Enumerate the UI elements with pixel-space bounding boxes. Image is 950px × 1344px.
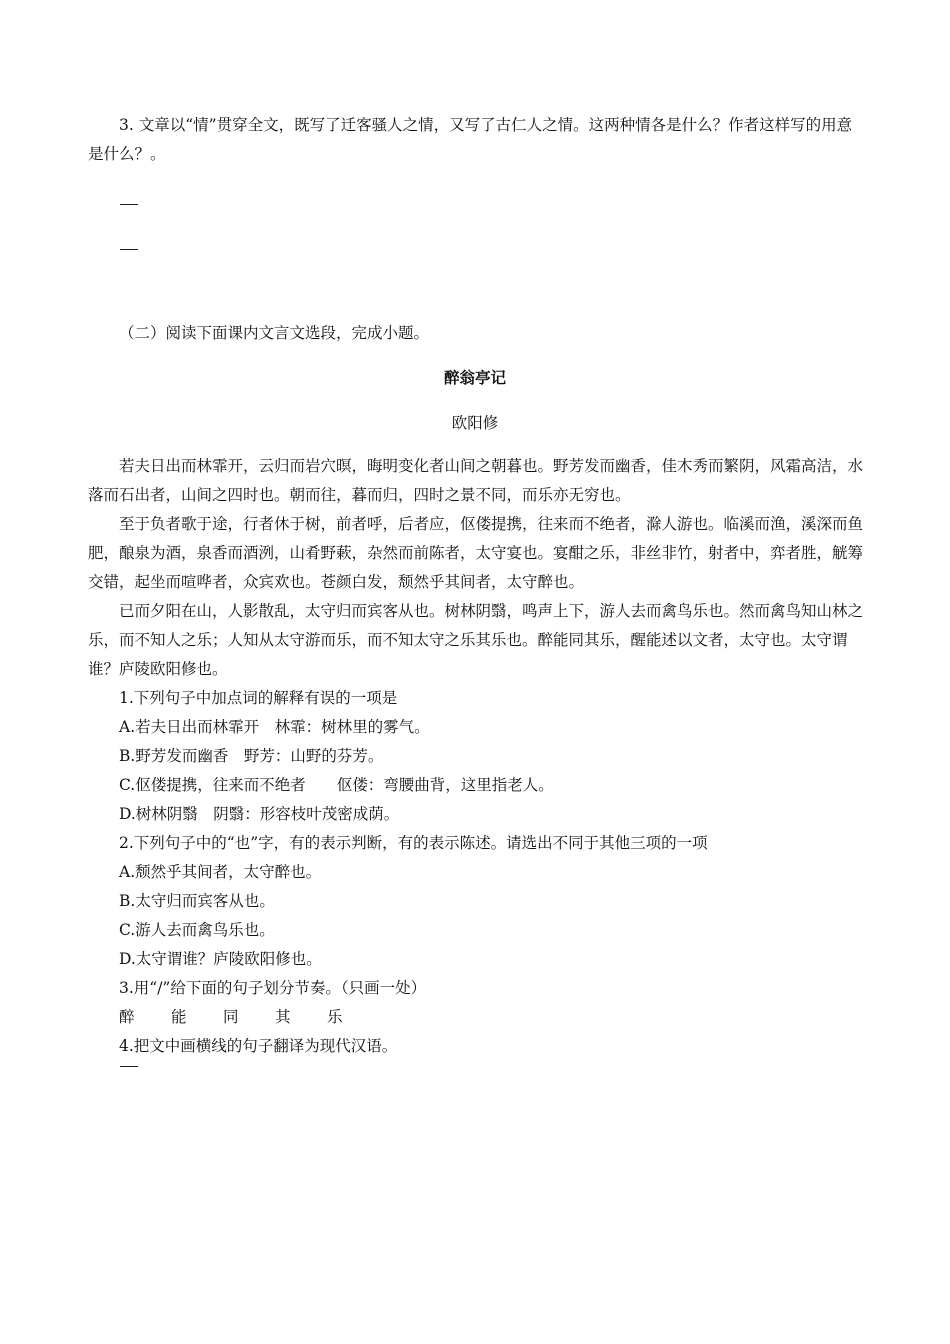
q1-option-d: D.树林阴翳 阴翳：形容枝叶茂密成荫。: [119, 805, 400, 823]
q1-option-a: A.若夫日出而林霏开 林霏：树林里的雾气。: [119, 718, 430, 736]
answer-line-1: [120, 204, 138, 205]
section-intro: [88, 319, 863, 348]
q3-char-2: 能: [171, 1008, 187, 1026]
q2-option-d: D.太守谓谁？庐陵欧阳修也。: [119, 950, 322, 968]
previous-question-3: [88, 111, 863, 169]
passage-title: 醉翁亭记: [443, 368, 506, 387]
q1-option-b: B.野芳发而幽香 野芳：山野的芬芳。: [119, 747, 384, 765]
q3-stem: 3.用“/”给下面的句子划分节奏。（只画一处）: [119, 979, 427, 997]
answer-line-2: [120, 249, 138, 250]
paragraph-1: 若夫日出而林霏开，云归而岩穴暝，晦明变化者山间之朝暮也。野芳发而幽香，佳木秀而繁阴，风霜高洁，水落而石出者，山间之四时也。朝而往，暮而归，四时之景不同，而乐亦无穷也。: [88, 457, 864, 504]
q1-stem: 1.下列句子中加点词的解释有误的一项是: [119, 689, 398, 707]
paragraph-3: 已而夕阳在山，人影散乱，太守归而宾客从也。树林阴翳，鸣声上下，游人去而禽鸟乐也。然而禽鸟知山林之乐，而不知人之乐；人知从太守游而乐，而不知太守之乐其乐也。醉能同其乐，醒能述以文者，太守也。太守谓谁？庐陵欧阳修也。: [88, 602, 864, 678]
passage-author: 欧阳修: [451, 414, 499, 432]
q1-option-c: C.伛偻提携，往来而不绝者 伛偻：弯腰曲背，这里指老人。: [119, 776, 554, 794]
q2-option-a: A.颓然乎其间者，太守醉也。: [119, 863, 322, 881]
q4-stem: 4.把文中画横线的句子翻译为现代汉语。: [119, 1037, 398, 1055]
q2-option-c: C.游人去而禽鸟乐也。: [119, 921, 275, 939]
paragraph-2: 至于负者歌于途，行者休于树，前者呼，后者应，伛偻提携，往来而不绝者，滁人游也。临溪而渔，溪深而鱼肥，酿泉为酒，泉香而酒洌，山肴野蔌，杂然而前陈者，太守宴也。宴酣之乐，非丝非竹，射者中，弈者胜，觥筹交错，起坐而喧哗者，众宾欢也。苍颜白发，颓然乎其间者，太守醉也。: [88, 515, 864, 591]
q3-sentence: [88, 1003, 863, 1032]
q2-stem: 2.下列句子中的“也”字，有的表示判断，有的表示陈述。请选出不同于其他三项的一项: [119, 834, 708, 852]
passage-body: [88, 452, 863, 1061]
q3-char-4: 其: [275, 1008, 291, 1026]
q3-char-5: 乐: [327, 1008, 343, 1026]
q3-char-1: 醉: [119, 1008, 135, 1026]
section-intro-text: （二）阅读下面课内文言文选段，完成小题。: [119, 324, 430, 342]
answer-line-3: [120, 1066, 138, 1067]
q3-char-3: 同: [223, 1008, 239, 1026]
q2-option-b: B.太守归而宾客从也。: [119, 892, 275, 910]
question-3-text: 3. 文章以“情”贯穿全文，既写了迁客骚人之情，又写了古仁人之情。这两种情各是什么？作者这样写的用意是什么？。: [88, 116, 853, 163]
